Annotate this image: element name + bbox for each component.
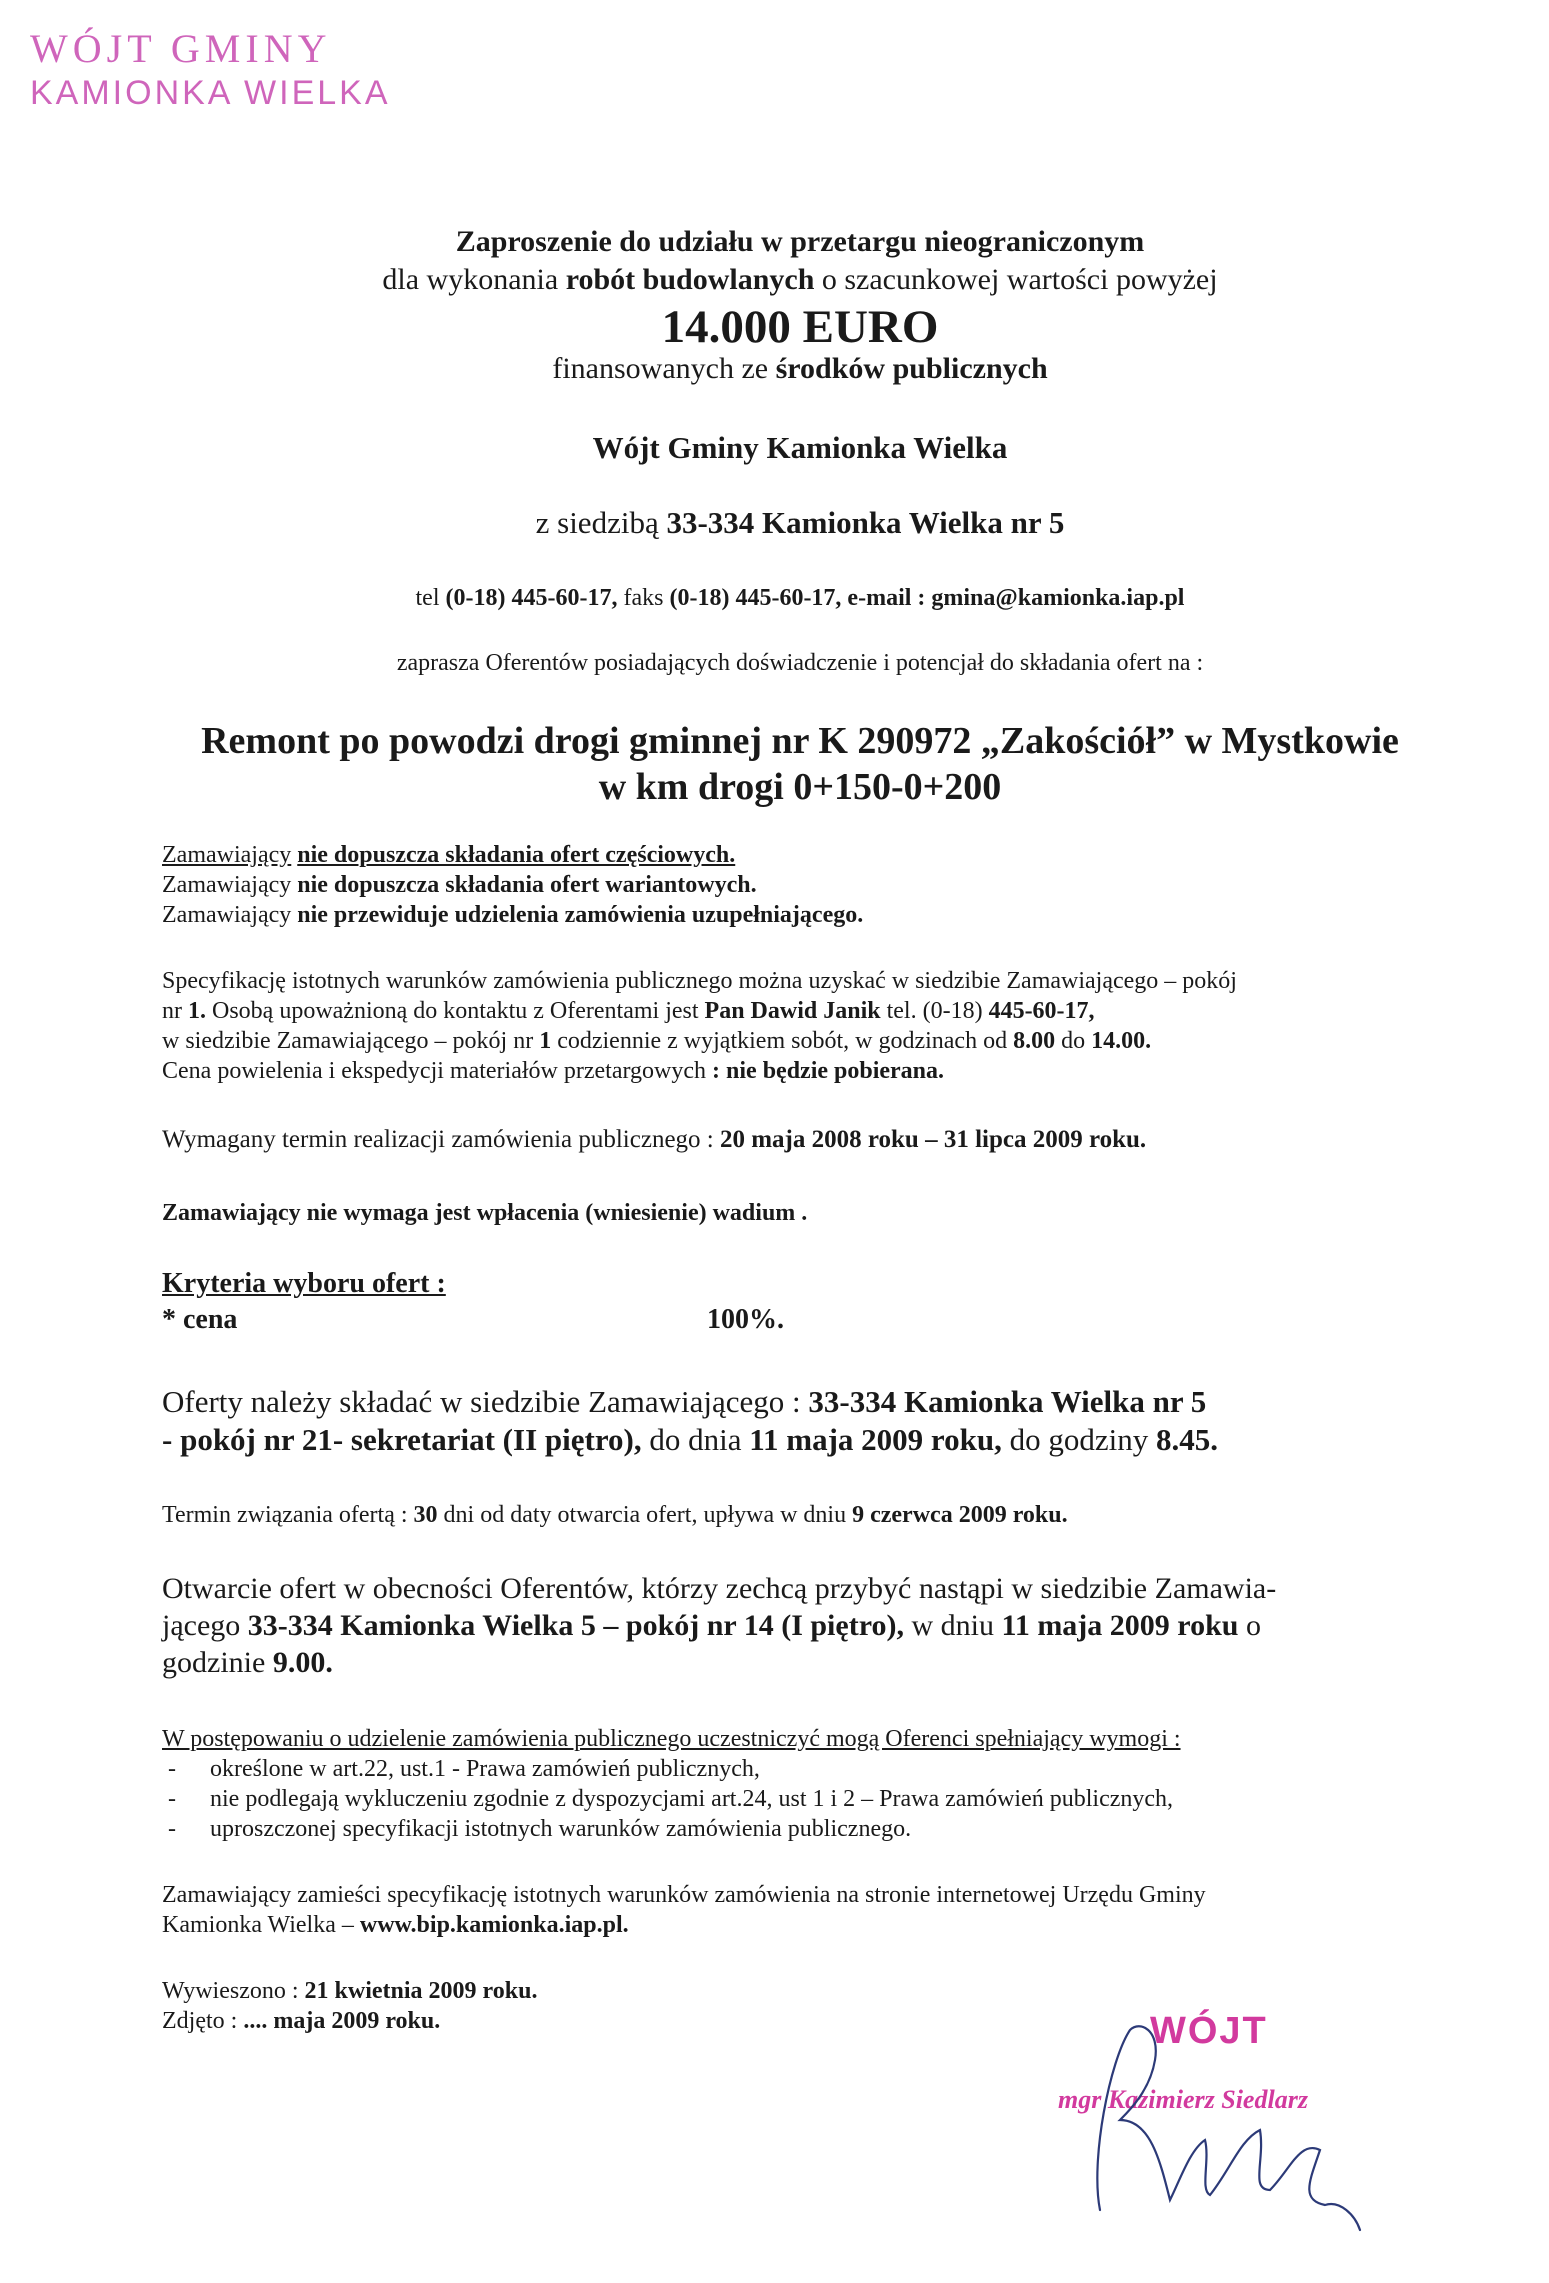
conditions-list <box>162 840 1412 930</box>
binding-text: Termin związania ofertą : <box>162 1502 408 1528</box>
criteria-weight: 100%. <box>707 1304 784 1335</box>
opening-paragraph <box>162 1570 1442 1681</box>
posted-date: 21 kwietnia 2009 roku. <box>304 1978 538 2004</box>
website-url: www.bip.kamionka.iap.pl. <box>359 1912 629 1938</box>
website-text: Kamionka Wielka – <box>162 1912 354 1938</box>
tel-number: (0-18) 445-60-17, <box>445 585 618 611</box>
spec-line-3 <box>162 1026 1412 1056</box>
submission-date: 11 maja 2009 roku, <box>749 1422 1002 1457</box>
opening-line-3 <box>162 1644 1442 1681</box>
removed-label: Zdjęto : <box>162 2008 238 2034</box>
signature-name: mgr Kazimierz Siedlarz <box>1058 2085 1308 2114</box>
opening-date: 11 maja 2009 roku <box>1001 1609 1239 1642</box>
seat-pre: z siedzibą <box>535 505 659 540</box>
spec-line-1: Specyfikację istotnych warunków zamówienia publicznego można uzyskać w siedzibie Zamawiającego – pokój <box>162 968 1237 994</box>
submission-text: Oferty należy składać w siedzibie Zamawiającego : <box>162 1384 801 1419</box>
submission-text: do dnia <box>649 1422 742 1457</box>
spec-line-2 <box>162 996 1412 1026</box>
term-dates: 20 maja 2008 roku – 31 lipca 2009 roku. <box>719 1126 1147 1153</box>
spec-room: 1. <box>188 998 206 1024</box>
binding-date: 9 czerwca 2009 roku. <box>852 1502 1068 1528</box>
hours-to: 14.00. <box>1091 1028 1152 1054</box>
spec-text: do <box>1061 1028 1086 1054</box>
financing-pre: finansowanych ze <box>552 352 769 385</box>
spec-text: Osobą upoważnioną do kontaktu z Oferentami jest <box>212 998 699 1024</box>
condition-item <box>162 900 1412 930</box>
condition-pre: Zamawiający <box>162 872 292 898</box>
opening-text: jącego <box>162 1609 241 1642</box>
condition-pre: Zamawiający <box>162 842 292 868</box>
criteria-name: * cena <box>162 1304 238 1335</box>
opening-line-1: Otwarcie ofert w obecności Oferentów, którzy zechcą przybyć nastąpi w siedzibie Zamawia- <box>162 1572 1277 1605</box>
signature-stamp: WÓJT <box>1150 2010 1268 2052</box>
completion-term <box>162 1124 1412 1156</box>
criteria-heading: Kryteria wyboru ofert : <box>162 1268 446 1299</box>
criteria-item <box>162 1302 1412 1338</box>
office-stamp <box>30 25 391 113</box>
spec-line-4 <box>162 1056 1412 1086</box>
website-line-2 <box>162 1910 1412 1940</box>
submission-text: do godziny <box>1009 1422 1149 1457</box>
requirement-item: - określone w art.22, ust.1 - Prawa zamówień publicznych, <box>162 1754 1412 1784</box>
opening-text: godzinie <box>162 1646 266 1679</box>
posted-label: Wywieszono : <box>162 1978 299 2004</box>
spec-text: tel. (0-18) <box>886 998 983 1024</box>
opening-address: 33-334 Kamionka Wielka 5 – pokój nr 14 (I piętro), <box>247 1609 904 1642</box>
financing-line <box>120 352 1480 386</box>
submission-line-1 <box>162 1383 1432 1421</box>
requirements-heading: W postępowaniu o udzielenie zamówienia publicznego uczestniczyć mogą Oferenci spełniający wymogi : <box>162 1726 1181 1752</box>
project-title <box>120 718 1480 810</box>
spec-room: 1 <box>539 1028 552 1054</box>
submission-room: - pokój nr 21- sekretariat (II piętro), <box>162 1422 642 1457</box>
fax-label: faks <box>623 585 664 611</box>
opening-line-2 <box>162 1607 1442 1644</box>
financing-bold: środków publicznych <box>775 352 1048 385</box>
seat-line <box>120 505 1480 541</box>
specification-paragraph <box>162 966 1412 1086</box>
submission-time: 8.45. <box>1155 1422 1218 1457</box>
requirement-item: - nie podlegają wykluczeniu zgodnie z dyspozycjami art.24, ust 1 i 2 – Prawa zamówień publicznych, <box>162 1784 1412 1814</box>
subtitle-bold: robót budowlanych <box>565 263 815 296</box>
handwritten-signature <box>1070 2000 1370 2240</box>
requirements-section <box>162 1724 1412 1844</box>
condition-bold: nie dopuszcza składania ofert wariantowych. <box>297 872 757 898</box>
removed-date: .... maja 2009 roku. <box>243 2008 441 2034</box>
threshold-amount: 14.000 EURO <box>661 301 939 353</box>
fax-number: (0-18) 445-60-17, e-mail : gmina@kamionka.iap.pl <box>669 585 1185 611</box>
spec-text: w siedzibie Zamawiającego – pokój nr <box>162 1028 534 1054</box>
contact-person: Pan Dawid Janik <box>704 998 881 1024</box>
requirement-item: - uproszczonej specyfikacji istotnych warunków zamówienia publicznego. <box>162 1814 1412 1844</box>
spec-fee: : nie będzie pobierana. <box>712 1058 945 1084</box>
spec-text: Cena powielenia i ekspedycji materiałów przetargowych <box>162 1058 707 1084</box>
binding-text: dni od daty otwarcia ofert, upływa w dniu <box>443 1502 847 1528</box>
project-title-line-1: Remont po powodzi drogi gminnej nr K 290972 „Zakościół” w Mystkowie <box>201 720 1399 762</box>
condition-item <box>162 870 1412 900</box>
notice-subtitle <box>120 263 1480 297</box>
term-label: Wymagany termin realizacji zamówienia publicznego : <box>162 1126 714 1153</box>
subtitle-pre: dla wykonania <box>382 263 559 296</box>
condition-item <box>162 840 1412 870</box>
seat-address: 33-334 Kamionka Wielka nr 5 <box>666 505 1065 540</box>
submission-paragraph <box>162 1383 1432 1459</box>
binding-period <box>162 1500 1412 1530</box>
requirements-list <box>162 1754 1412 1844</box>
deposit-note: Zamawiający nie wymaga jest wpłacenia (wniesienie) wadium . <box>162 1200 808 1226</box>
condition-pre: Zamawiający <box>162 902 292 928</box>
opening-text: o <box>1245 1609 1261 1642</box>
contact-line <box>120 585 1480 612</box>
invitation-line: zaprasza Oferentów posiadających doświadczenie i potencjał do składania ofert na : <box>396 650 1204 676</box>
binding-days: 30 <box>413 1502 438 1528</box>
criteria-section <box>162 1266 1412 1338</box>
spec-text: codziennie z wyjątkiem sobót, w godzinach od <box>557 1028 1008 1054</box>
spec-text: nr <box>162 998 182 1024</box>
authority-name: Wójt Gminy Kamionka Wielka <box>592 430 1008 465</box>
notice-title: Zaproszenie do udziału w przetargu nieograniczonym <box>455 225 1145 258</box>
hours-from: 8.00 <box>1013 1028 1056 1054</box>
opening-hour: 9.00. <box>272 1646 333 1679</box>
stamp-line-2: KAMIONKA WIELKA <box>30 74 391 112</box>
stamp-line-1: WÓJT GMINY <box>30 26 332 71</box>
condition-bold: nie przewiduje udzielenia zamówienia uzupełniającego. <box>297 902 864 928</box>
submission-line-2 <box>162 1421 1432 1459</box>
subtitle-post: o szacunkowej wartości powyżej <box>821 263 1218 296</box>
contact-phone: 445-60-17, <box>988 998 1095 1024</box>
website-paragraph <box>162 1880 1412 1940</box>
submission-address: 33-334 Kamionka Wielka nr 5 <box>808 1384 1207 1419</box>
tel-label: tel <box>415 585 440 611</box>
project-title-line-2: w km drogi 0+150-0+200 <box>598 766 1002 808</box>
opening-text: w dniu <box>911 1609 994 1642</box>
website-line-1: Zamawiający zamieści specyfikację istotnych warunków zamówienia na stronie internetowej Urzędu Gminy <box>162 1882 1206 1908</box>
condition-bold: nie dopuszcza składania ofert częściowych. <box>297 842 736 868</box>
